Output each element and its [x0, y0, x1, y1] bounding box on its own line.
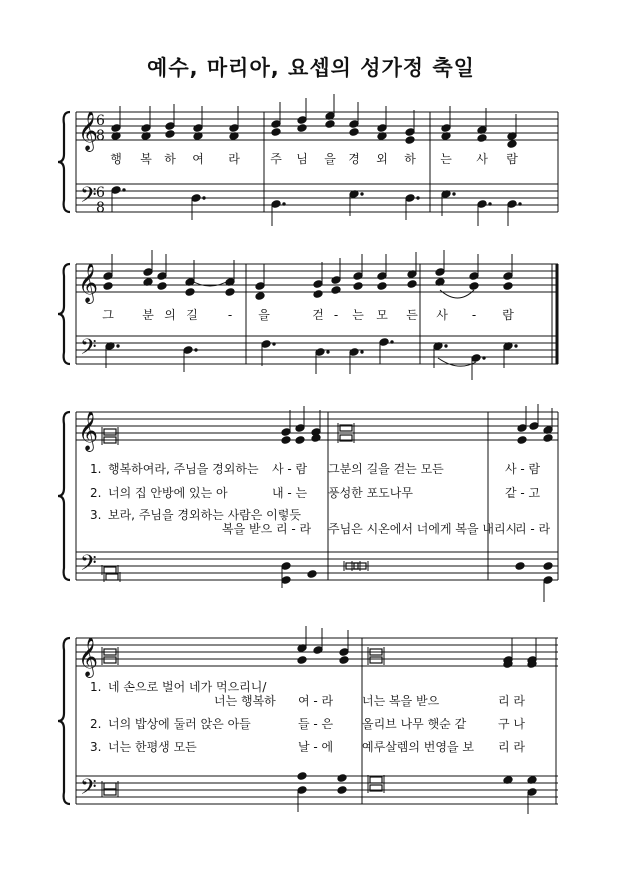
augmentation-dot [327, 351, 329, 353]
lyric-syllable: 행 [110, 152, 122, 166]
lyric-syllable: 분 [142, 308, 154, 322]
note-head [103, 282, 113, 291]
note-head [339, 656, 349, 665]
note-head [337, 786, 347, 795]
note-head [271, 200, 281, 209]
note-head [297, 772, 307, 781]
note-head [379, 338, 389, 347]
lyric-syllable: 사 [476, 152, 488, 166]
psalm1-verse2-syllables-a: 내 - 는 [272, 486, 308, 500]
augmentation-dot [489, 203, 491, 205]
note-head [349, 348, 359, 357]
psalm2-verse1-syllables-a: 여 - 라 [298, 694, 334, 708]
note-head [295, 436, 305, 445]
psalm1-verse3-middle: 주님은 시온에서 너에게 복을 내리시 [328, 522, 518, 536]
psalm2-verse3-syllables-a: 날 - 에 [298, 740, 334, 754]
lyric-syllable: 모 [376, 308, 388, 322]
tie [438, 358, 476, 366]
psalm2-verse2-number: 2. [90, 717, 102, 731]
lyric-syllable: 하 [404, 152, 416, 166]
note-head [507, 140, 517, 149]
note-head [165, 130, 175, 139]
psalm1-verse1-syllables-a: 사 - 람 [272, 462, 308, 476]
note-head [527, 788, 537, 797]
note-head [111, 186, 121, 195]
augmentation-dot [283, 203, 285, 205]
note-head [477, 200, 487, 209]
breve-note [104, 783, 116, 789]
note-head [471, 354, 481, 363]
augmentation-dot [453, 193, 455, 195]
note-head [441, 124, 451, 133]
note-head [255, 292, 265, 301]
bass-clef-icon: 𝄢 [80, 183, 97, 213]
note-head [477, 134, 487, 143]
note-head [469, 282, 479, 291]
note-head [543, 562, 553, 571]
note-head [141, 124, 151, 133]
augmentation-dot [483, 357, 485, 359]
psalm1-verse2-syllables-b: 같 - 고 [505, 486, 541, 500]
lyric-syllable: 의 [164, 308, 176, 322]
psalm1-verse3-number: 3. [90, 508, 102, 522]
note-head [255, 282, 265, 291]
note-head [331, 276, 341, 285]
breve-note [106, 574, 118, 580]
note-head [515, 562, 525, 571]
augmentation-dot [117, 345, 119, 347]
note-head [193, 124, 203, 133]
lyric-syllable: 여 [192, 152, 204, 166]
lyric-syllable: 람 [502, 308, 514, 322]
note-head [469, 272, 479, 281]
breve-note [104, 429, 116, 435]
note-head [261, 340, 271, 349]
psalm2-verse2-middle: 올리브 나무 햇순 같 [362, 717, 467, 731]
note-head [297, 124, 307, 133]
psalm1-verse1-number: 1. [90, 462, 102, 476]
note-head [185, 288, 195, 297]
augmentation-dot [417, 197, 419, 199]
psalm2-verse3-middle: 예루살렘의 번영을 보 [362, 740, 474, 754]
note-head [349, 120, 359, 129]
note-head [353, 282, 363, 291]
bass-clef-icon: 𝄢 [80, 335, 97, 365]
note-head [225, 288, 235, 297]
note-head [517, 436, 527, 445]
note-head [295, 424, 305, 433]
augmentation-dot [391, 341, 393, 343]
augmentation-dot [361, 351, 363, 353]
note-head [405, 136, 415, 145]
note-head [313, 280, 323, 289]
lyric-syllable: 외 [376, 152, 388, 166]
note-head [183, 346, 193, 355]
breve-note [104, 567, 116, 573]
lyric-syllable: 사 [436, 308, 448, 322]
note-head [331, 286, 341, 295]
note-head [405, 194, 415, 203]
bass-clef-icon: 𝄢 [80, 775, 97, 805]
note-head [281, 576, 291, 585]
psalm2-verse1-text: 네 손으로 벌어 네가 먹으리니/ [108, 680, 267, 694]
psalm2-verse1-number: 1. [90, 680, 102, 694]
treble-clef-icon: 𝄞 [78, 111, 99, 151]
note-head [325, 120, 335, 129]
psalm2-verse2-syllables-b: 구 나 [498, 717, 525, 731]
note-head [165, 122, 175, 131]
breve-note [104, 657, 116, 663]
note-head [111, 124, 121, 133]
psalm1-verse1-text: 행복하여라, 주님을 경외하는 [108, 462, 259, 476]
augmentation-dot [519, 203, 521, 205]
note-head [281, 436, 291, 445]
bass-clef-icon: 𝄢 [80, 551, 97, 581]
psalm2-verse1-line2: 너는 행복하 [214, 694, 276, 708]
augmentation-dot [123, 189, 125, 191]
lyric-syllable: 경 [348, 152, 360, 166]
lyric-syllable: 을 [258, 308, 270, 322]
system-brace [58, 638, 70, 804]
tie [440, 290, 474, 298]
note-head [503, 282, 513, 291]
note-head [229, 124, 239, 133]
psalm1-verse3-line2: 복을 받으 리 - 라 [222, 522, 312, 536]
note-head [297, 116, 307, 125]
lyric-syllable: 복 [140, 152, 152, 166]
psalm1-verse3-text: 보라, 주님을 경외하는 사람은 이렇듯 [108, 508, 301, 522]
note-head [407, 280, 417, 289]
note-head [543, 576, 553, 585]
lyric-syllable: - [333, 308, 339, 322]
note-head [297, 656, 307, 665]
note-head [377, 124, 387, 133]
augmentation-dot [361, 193, 363, 195]
lyric-syllable: 는 [352, 308, 364, 322]
psalm1-verse2-number: 2. [90, 486, 102, 500]
augmentation-dot [515, 345, 517, 347]
note-head [143, 268, 153, 277]
note-head [543, 434, 553, 443]
note-head [435, 268, 445, 277]
note-head [271, 120, 281, 129]
note-head [313, 290, 323, 299]
breve-note [370, 777, 382, 783]
psalm1-verse2-middle: 풍성한 포도나무 [328, 486, 413, 500]
lyric-syllable: 람 [506, 152, 518, 166]
lyric-syllable: 주 [270, 152, 282, 166]
page-title: 예수, 마리아, 요셉의 성가정 축일 [147, 56, 475, 80]
augmentation-dot [195, 349, 197, 351]
time-sig-top: 6 [96, 113, 105, 129]
note-head [103, 272, 113, 281]
note-head [297, 786, 307, 795]
lyric-syllable: 하 [164, 152, 176, 166]
psalm1-verse2-text: 너의 집 안방에 있는 아 [108, 486, 228, 500]
psalm2-verse3-number: 3. [90, 740, 102, 754]
psalm2-verse3-syllables-b: 리 라 [498, 740, 525, 754]
augmentation-dot [203, 197, 205, 199]
time-sig-bottom: 8 [96, 128, 105, 144]
note-head [405, 128, 415, 137]
note-head [315, 348, 325, 357]
note-head [311, 434, 321, 443]
augmentation-dot [273, 343, 275, 345]
note-head [313, 646, 323, 655]
lyric-syllable: 걷 [312, 308, 324, 322]
note-head [271, 128, 281, 137]
treble-clef-icon: 𝄞 [78, 263, 99, 303]
note-head [307, 570, 317, 579]
note-head [529, 422, 539, 431]
note-head [157, 272, 167, 281]
psalm2-verse1-middle: 너는 복을 받으 [362, 694, 440, 708]
lyric-syllable: 는 [440, 152, 452, 166]
lyric-syllable: - [227, 308, 233, 322]
note-head [503, 272, 513, 281]
psalm2-verse2-syllables-a: 들 - 은 [298, 717, 334, 731]
note-head [157, 282, 167, 291]
note-head [353, 272, 363, 281]
augmentation-dot [445, 345, 447, 347]
note-head [339, 648, 349, 657]
note-head [281, 562, 291, 571]
psalm2-verse3-text: 너는 한평생 모든 [108, 740, 197, 754]
lyric-syllable: 을 [324, 152, 336, 166]
treble-clef-icon: 𝄞 [78, 637, 99, 677]
time-sig-top: 6 [96, 185, 105, 201]
note-head [337, 774, 347, 783]
psalm1-verse1-syllables-b: 사 - 람 [505, 462, 541, 476]
note-head [517, 424, 527, 433]
lyric-syllable: 님 [296, 152, 308, 166]
note-head [377, 272, 387, 281]
lyric-syllable: 라 [228, 152, 240, 166]
note-head [281, 428, 291, 437]
treble-clef-icon: 𝄞 [78, 411, 99, 451]
psalm2-verse2-text: 너의 밥상에 둘러 앉은 아들 [108, 717, 251, 731]
psalm1-verse3-syllables-b: 리 - 라 [515, 522, 551, 536]
system-brace [58, 112, 70, 212]
system-brace [58, 264, 70, 364]
note-head [507, 200, 517, 209]
time-sig-bottom: 8 [96, 200, 105, 216]
lyric-syllable: 길 [186, 308, 198, 322]
breve-note [370, 657, 382, 663]
system-brace [58, 412, 70, 580]
psalm2-verse1-syllables-b: 리 라 [498, 694, 525, 708]
psalm1-verse1-middle: 그분의 길을 걷는 모든 [328, 462, 444, 476]
note-head [191, 194, 201, 203]
lyric-syllable: 그 [102, 308, 114, 322]
lyric-syllable: 든 [406, 308, 418, 322]
lyric-syllable: - [471, 308, 477, 322]
note-head [377, 282, 387, 291]
note-head [349, 128, 359, 137]
